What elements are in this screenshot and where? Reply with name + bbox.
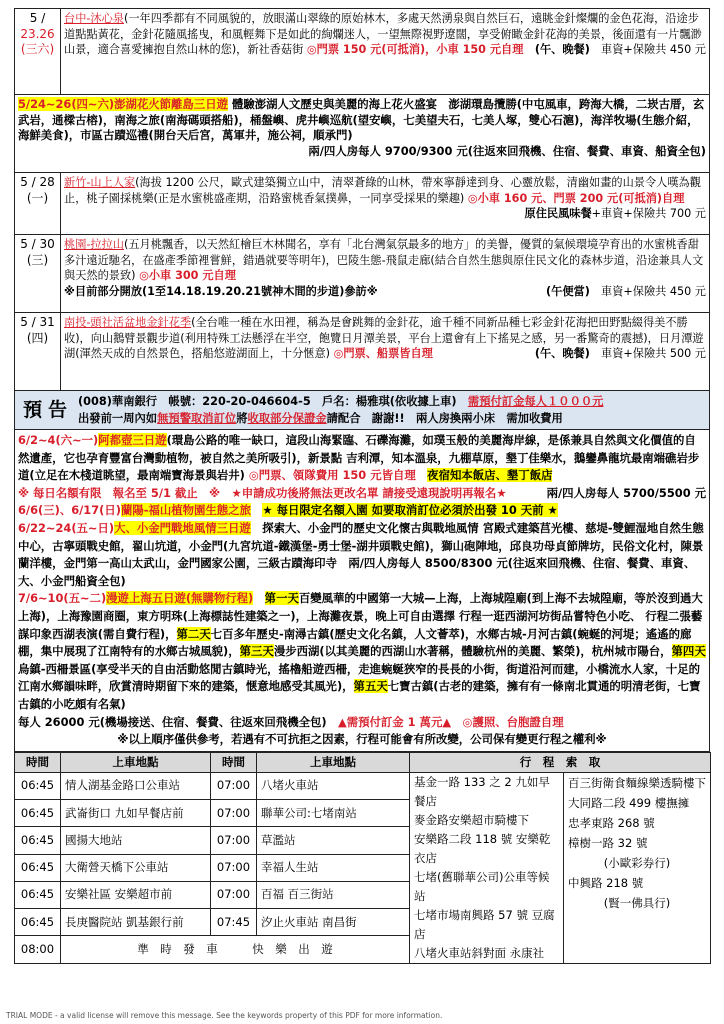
text: 6/6(三)、6/17(日) [18,503,121,518]
text: 長庚醫院站 凱基銀行前 [61,909,211,936]
text: 上車地點 [61,752,211,772]
text: (三六) [20,42,55,56]
text: (四) [26,330,49,345]
trip-body: (全台唯一種在水田裡，稱為是會跳舞的金針花，逾千種不同新品種七彩金針花海把田野點綴得美不勝收)，向山鵝臂景觀步道(利用特殊工法懸浮在半空，飽覽日月潭美景，平台上還會有上下搖晃之感，另一番驚奇的震撼)，日月潭遊湖(渾然天成的自然景色，搭船悠遊湖面上，十分愜意) [64,316,704,360]
text: 第五天 [353,679,388,694]
trip-meal: (午便當) [546,284,590,298]
text: 07:00 [211,799,257,826]
trip-content [61,9,710,95]
text: 06:45 [15,827,61,854]
trip-content [61,235,710,313]
text: 時間 [15,752,61,772]
text: 5 / 31 [20,315,55,329]
text: 07:00 [211,827,257,854]
text: 七堵市場南興路 57 號 豆腐店 [414,907,555,941]
brochure [14,8,710,964]
text: 請配合 謝謝!! 兩人房換兩小床 需加收費用 [326,412,563,425]
text: 草濫站 [257,827,410,854]
guarantee-note: 收取部分保證金 [247,412,327,425]
text: 國揚大地站 [61,827,211,854]
text: 百變風華的中國第一大城—上海，上海城隍廟(到上海不去城隍廟，等於沒到過大上海)，上海豫園商圈，東方明珠(上海標誌性建築之一)，上海灘夜景，晚上可自由選擇 行程一逛西湖河坊街品嘗特色小吃、 行程二張藝謀印象西湖表演(需自費行程)， [18,591,703,641]
trip-row [15,313,710,391]
text: 23.26 [20,26,55,41]
schedule-row [15,772,711,799]
trip-content [61,173,710,235]
text: 烏鎮-西柵景區(享受半天的自由活動悠閒古鎮時光，搖櫓船遊西柵，走進蜿蜒狹窄的長長的小街，街道沿河而建，小橋流水人家，十足的江南水鄉韻味畔，欣賞清時期留下來的建築，惬意地感受其風光)， [18,661,700,694]
trip-date [15,313,61,391]
text: 八堵火車站斜對面 永康社 [414,945,545,960]
text: 6/22~24(五~日) [18,520,115,535]
text: 大同路二段 499 樓撫擁 [568,795,690,810]
trip-price: ◎小車 300 元自理 [139,269,236,282]
trip-title: 南投-頭社活盆地金針花季 [64,316,192,329]
trip-fee: 車資+保險共 500 元 [601,347,706,360]
text: 準 時 發 車 快 樂 出 遊 [61,936,410,963]
text: 第二天 [176,626,211,641]
trip-title: 漫遊上海五日遊(無購物行程) [106,591,254,606]
preview-bar [15,391,710,430]
text: ※ 每日名額有限 報名至 5/1 截止 ※ [18,485,221,500]
text: ★申請成功後將無法更改名單 請接受遠現說明再報名★ [231,485,507,500]
text: ◎護照、台胞證自理 [462,714,564,729]
text: (三) [26,252,49,267]
text: 兩/四人房每人 5700/5500 元 [546,485,706,500]
trip-fee: 車資+保險共 450 元 [601,284,706,298]
text: ◎門票、領隊費用 150 元皆自理 [248,468,416,483]
trip-price: 兩/四人房每人 9700/9300 元(往返來回飛機、住宿、餐費、車資、船資全包) [308,143,706,158]
trip-note: ※目前部分開放(1至14.18.19.20.21號神木間的步道)參訪※ [64,284,378,298]
trip-title: 阿都壺三日遊 [98,433,167,447]
trip-body: (一年四季都有不同風貌的，放眼滿山翠綠的原始林木，多處天然湧泉與自然巨石，遠眺金針燦爛的金色花海，沿途步道點點黃花，金針花隨風搖曳，和風輕舞下是如此的絢爛迷人，一望無際視野遼闊，享受俯瞰金針花海的美景，後面還有一片飄渺山景，適合喜愛擁抱自然山林的您)，新社香菇街 [64,12,702,56]
trip-meal: (午、晚餐) [534,347,590,360]
text: 07:00 [211,854,257,881]
text: 07:00 [211,881,257,908]
text: 第一天 [264,591,299,606]
pickup-schedule [14,752,711,964]
text: 幸福人生站 [257,854,410,881]
text: 七堵(舊聯華公司)公車等候站 [414,869,550,903]
text: 6/2~4(六~一) [18,433,99,447]
text: 上車地點 [257,752,410,772]
bank-info: (008)華南銀行 帳號：220-20-046604-5 戶名：楊雅琪(依收據上車) [78,395,457,408]
text: 夜宿知本飯店、墾丁飯店 [427,468,553,483]
text: 百福 百三街站 [257,881,410,908]
trip-price: ◎門票 150 元(可抵消)，小車 150 元自理 [306,43,524,56]
text: 大衛營天橋下公車站 [61,854,211,881]
text: 安樂社區 安樂超市前 [61,881,211,908]
trip-title: 新竹-山上人家 [64,176,136,189]
text: 將 [236,412,248,425]
trip-body: (海拔 1200 公尺，歐式建築獨立山中，清翠蒼綠的山林，帶來寧靜達到身、心靈放鬆，清幽如畫的山景令人嘆為觀止，桃子園採桃樂(正是水蜜桃盛產期，沿路蜜桃香氣撲鼻，一同享受採果的樂趣) [64,176,701,205]
trip-price: ◎小車 160 元、門票 200 元(可抵消)自理 [467,191,685,205]
text: 第三天 [239,644,274,659]
trip-meal: (午、晚餐) [534,43,590,56]
text: 06:45 [15,881,61,908]
text: 07:00 [211,772,257,799]
preview-label: 預告 [22,399,73,421]
cancel-warning: 無預警取消訂位 [157,412,237,425]
disclaimer: ※以上順序僅供參考，若遇有不可抗拒之因素，行程可能會有所改變，公司保有變更行程之權利※ [117,732,607,747]
text: 兩/四人房每人 8500/8300 元(往返來回飛機、住宿、餐費、車資、大、小金門船資全包) [18,556,696,588]
text: 漫步西湖(以其美麗的西湖山水著稱，體驗杭州的美麗、繁榮)，杭州城市陽台， [273,644,672,659]
text: 忠孝東路 268 號 [568,815,655,830]
trip-body: (五月桃飄香，以天然紅檜巨木林聞名，享有「北台灣氣氛最多的地方」的美譽，優質的氣候環境孕育出的水蜜桃香甜多汁遠近馳名，在盛產季節裡嘗鮮，錯過就要等明年)，巴陵生態-飛鼠走廊(結合自然生態與原住民文化的森林步道，沿途兼具人文與天然的景致) [64,238,704,282]
text: 5 / [29,11,46,25]
text: 06:45 [15,909,61,936]
trip-content [61,313,710,391]
trip-fee: +車資+保險共 700 元 [591,207,706,220]
text: 七百多年歷史-南潯古鎮(歷史文化名鎮，人文薈萃)，水鄉古城-月河古鎮(蜿蜒的河堤；遙遙的廊棚，集中展現了江南特有的水鄉古城風貌)， [18,626,692,659]
trial-watermark: TRIAL MODE - a valid license will remove this message. See the keywords property of this PDF for more information. [6,1011,443,1020]
text: (小歐彩券行) [603,855,671,870]
text: 06:45 [15,854,61,881]
trip-title: 桃園-拉拉山 [64,238,124,251]
text: 百三街衛食麵線樂透騎樓下 [568,775,706,790]
text: ★ 每日限定名額入園 如要取消訂位必須於出發 10 天前 ★ [262,503,558,518]
text: 7/6~10(五~二) [18,591,107,606]
trip-title: 5/24~26(四~六)澎湖花火節離島三日遊 [18,97,228,111]
trip-row [15,173,710,235]
trip-title: 蘭陽-福山植物園生態之旅 [120,503,251,518]
text: 5 / 30 [20,237,55,251]
trip-title: 台中-沐心泉 [64,12,124,25]
deposit-note: 需預付訂金每人１０００元 [467,395,604,408]
text: 中興路 218 號 [568,875,644,890]
trip-price: ◎門票、船票皆自理 [333,347,433,360]
text: 出發前一周內如 [78,412,158,425]
text: 安樂路二段 118 號 安樂乾衣店 [414,831,551,865]
text: 探索大、小金門的歷史文化懷古與戰地風情 宮殿式建築莒光樓、慈堤-雙鯉湿地自然生態中心，古寧頭戰史館，翟山坑道，小金門(九宮坑道-鐵漢堡-勇士堡-湖井頭戰史館)，獅山砲陣地，邱良功母貞節牌坊，民俗文化村，陳景蘭洋樓，金門第一高山太武山，金門國家公園，三級古蹟海印寺 [18,520,704,571]
text: 聯華公司:七堵南站 [257,799,410,826]
trip-table [14,8,710,752]
text: (一) [26,190,49,205]
text: 八堵火車站 [257,772,410,799]
trip-date [15,9,61,95]
text: ▲需預付訂金 1 萬元▲ [337,714,452,729]
trip-meal: 原住民風味餐 [524,207,592,220]
pickup-list [410,772,564,963]
text: 武崙街口 九如早餐店前 [61,799,211,826]
text: 第四天 [671,644,706,659]
text: (賢一佛具行) [603,895,671,910]
text: 5 / 28 [20,175,55,189]
text: 情人湖基金路口公車站 [61,772,211,799]
text: 樟樹一路 32 號 [568,835,648,850]
text: 時間 [211,752,257,772]
ticket-header: 行 程 索 取 [410,752,711,772]
trip-fee: 車資+保險共 450 元 [601,43,706,56]
text: 07:45 [211,909,257,936]
trip-date [15,235,61,313]
trip-body: 體驗澎湖人文歷史與美麗的海上花火盛宴 澎湖環島攬勝(中屯風車，跨海大橋，二崁古厝，玄武岩，通樑古榕)，南海之旅(南海碼頭搭船)，桶盤嶼、虎井嶼巡航(望安嶼，七美望夫石，七美人塚，雙心石滬)，海洋牧場(生態介紹，海鮮美食)，市區古蹟巡禮(開台天后宮，萬軍井，施公祠，順承門) [18,97,705,142]
text: 06:45 [15,799,61,826]
trip-row [15,9,710,95]
trip-row [15,235,710,313]
trip-title: 大、小金門戰地風情三日遊 [114,520,251,535]
text: 基金一路 133 之 2 九如早餐店 [414,774,550,808]
text: 06:45 [15,772,61,799]
text: 七寶古鎮(古老的建築，擁有有一條南北貫通的明清老街，七寶古鎮的小吃頗有名氣) [18,679,701,711]
trip-date [15,173,61,235]
trip-row [15,95,710,173]
text: 麥金路安樂超市騎樓下 [414,812,529,827]
long-trips [15,430,710,752]
text: 每人 26000 元(機場接送、住宿、餐費、往返來回飛機全包) [18,714,327,729]
text: (環島公路的唯一缺口，這段山海緊臨、石礫海灘，如璞玉般的美麗海岸線，是係兼具自然與文化價值的自然遺產，它也孕育豐富台灣動植物，被自然之美所吸引)，新景點 吉利潭，知本溫泉，九棚草原，墾丁佳樂水，鵝鑾鼻龍坑最南端礁岩步道(立足在木棧道眺望，最南端寶海景與岩井) [18,433,700,483]
text: 汐止火車站 南昌街 [257,909,410,936]
trip-content [15,95,710,173]
text: 08:00 [15,936,61,963]
pickup-list-2 [564,772,711,963]
